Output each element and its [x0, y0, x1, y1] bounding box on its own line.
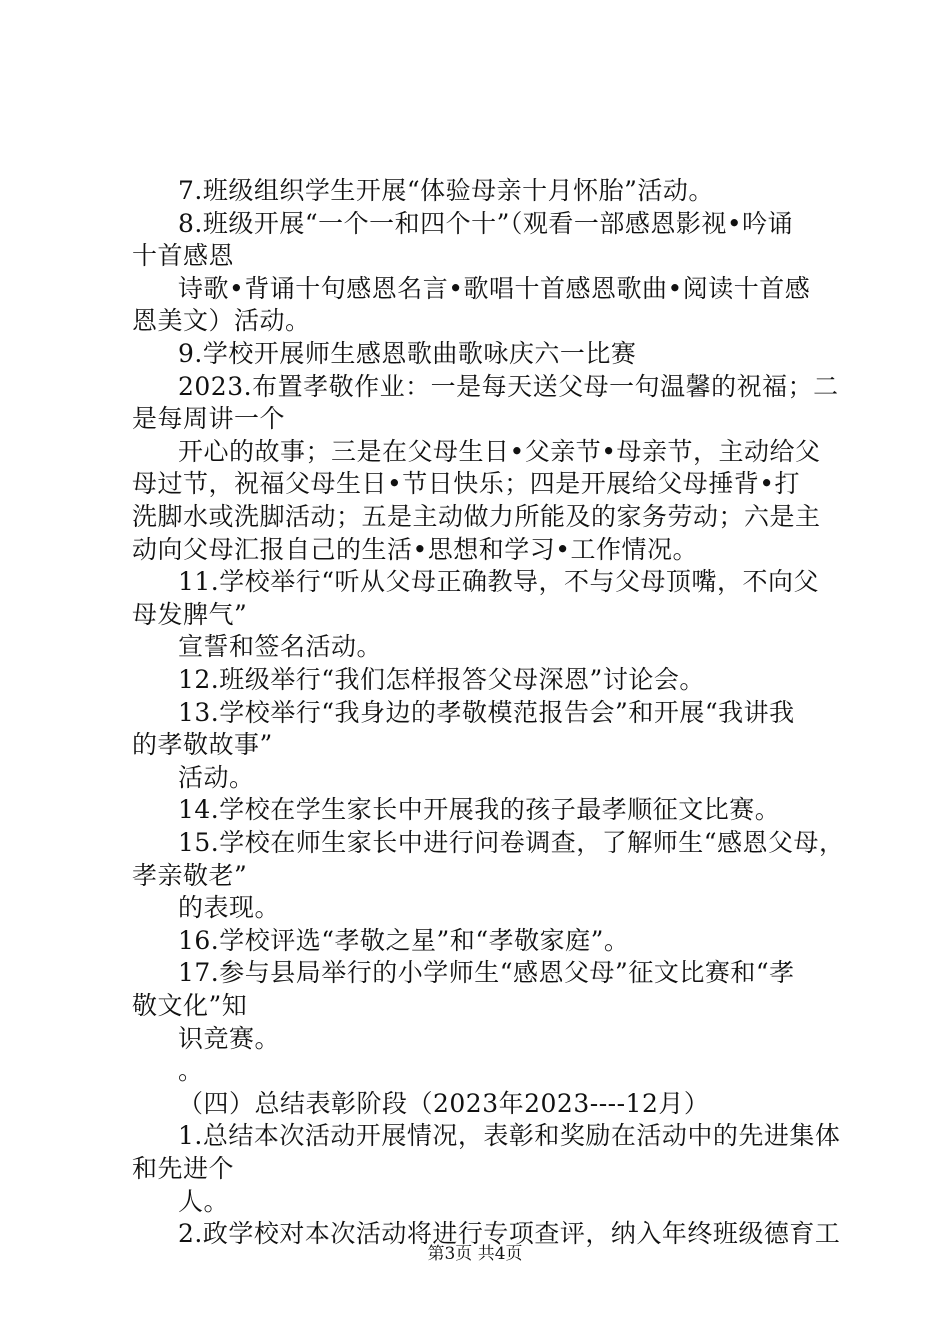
text-line: 13.学校举行“我身边的孝敬模范报告会”和开展“我讲我 [178, 697, 795, 727]
text-line: 十首感恩 [132, 241, 235, 271]
text-line: 1.总结本次活动开展情况，表彰和奖励在活动中的先进集体 [178, 1121, 841, 1151]
text-line: 敬文化”知 [132, 991, 248, 1020]
text-line: 母过节，祝福父母生日•节日快乐；四是开展给父母捶背•打 [132, 469, 800, 499]
text-line: 15.学校在师生家长中进行问卷调查，了解师生“感恩父母， [178, 828, 845, 857]
text-line: 7.班级组织学生开展“体验母亲十月怀胎”活动。 [178, 176, 714, 205]
text-line: 孝亲敬老” [132, 860, 248, 890]
text-line: （四）总结表彰阶段（2023年2023----12月） [178, 1088, 710, 1118]
text-line: 人。 [178, 1186, 230, 1216]
text-line: 是每周讲一个 [132, 404, 286, 434]
text-line: 洗脚水或洗脚活动；五是主动做力所能及的家务劳动；六是主 [132, 502, 821, 531]
text-line: 16.学校评选“孝敬之星”和“孝敬家庭”。 [178, 925, 630, 955]
text-line: 和先进个 [132, 1154, 235, 1183]
text-line: 9.学校开展师生感恩歌曲歌咏庆六一比赛 [178, 339, 637, 368]
text-line: 识竞赛。 [178, 1023, 281, 1053]
text-line: 2.政学校对本次活动将进行专项查评，纳入年终班级德育工 [178, 1219, 841, 1249]
page-footer: 第3页 共4页 [427, 1244, 523, 1264]
text-line: 12.班级举行“我们怎样报答父母深恩”讨论会。 [178, 665, 705, 694]
text-line: 2023.布置孝敬作业：一是每天送父母一句温馨的祝福；二 [178, 371, 839, 401]
text-line: 8.班级开展“一个一和四个十”（观看一部感恩影视•吟诵 [178, 208, 794, 238]
text-line: 诗歌•背诵十句感恩名言•歌唱十首感恩歌曲•阅读十首感 [178, 273, 811, 303]
text-line: 开心的故事；三是在父母生日•父亲节•母亲节，主动给父 [178, 436, 821, 466]
text-line: 的孝敬故事” [132, 730, 273, 760]
text-line: 11.学校举行“听从父母正确教导，不与父母顶嘴，不向父 [178, 567, 820, 597]
text-line: 的表现。 [178, 893, 281, 923]
text-line: 。 [178, 1056, 204, 1086]
text-line: 恩美文）活动。 [132, 306, 311, 336]
text-line: 动向父母汇报自己的生活•思想和学习•工作情况。 [132, 534, 698, 564]
text-line: 母发脾气” [132, 599, 248, 629]
text-line: 17.参与县局举行的小学师生“感恩父母”征文比赛和“孝 [178, 958, 795, 988]
text-line: 宣誓和签名活动。 [178, 632, 383, 662]
text-line: 14.学校在学生家长中开展我的孩子最孝顺征文比赛。 [178, 795, 781, 825]
text-line: 活动。 [178, 762, 255, 792]
